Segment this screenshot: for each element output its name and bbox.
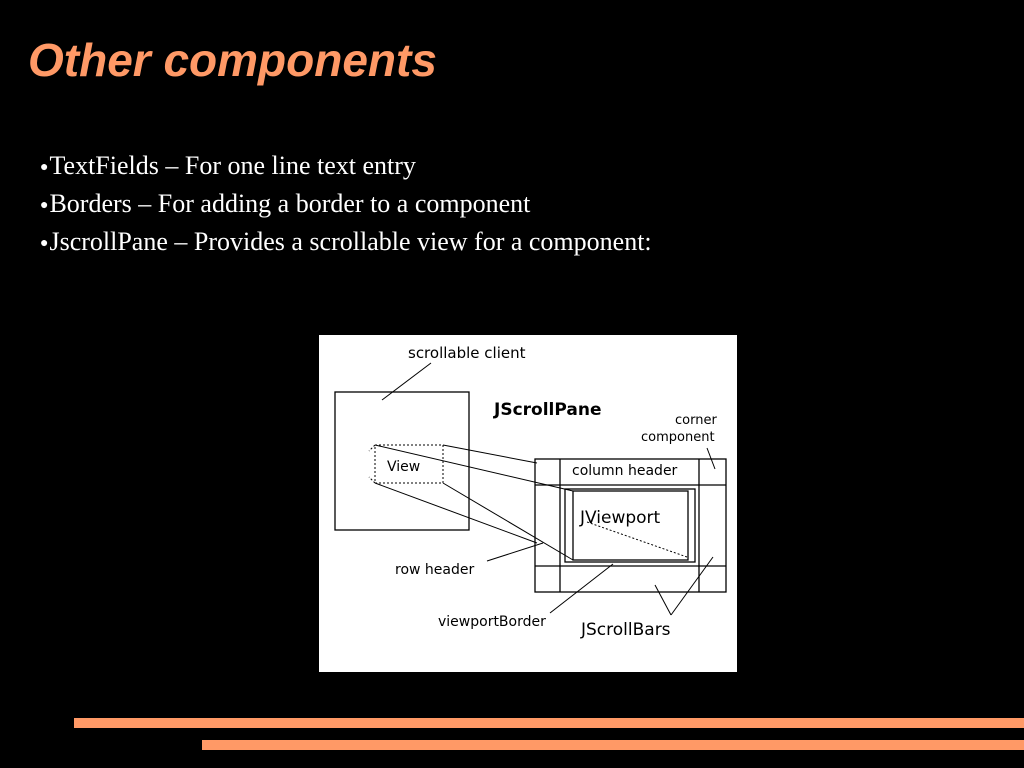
projection-line [443,483,573,560]
jscrollpane-diagram [319,335,737,672]
view-label: View [387,459,421,475]
decorative-bar-top [74,718,1024,728]
corner-component-label-1: corner [675,413,717,428]
bullet-dot-icon: ● [40,160,49,176]
bullet-item [40,224,652,262]
diagram-canvas [319,335,737,672]
bullet-item [40,186,652,224]
jscrollpane-label: JScrollPane [494,400,602,420]
bullet-text: TextFields – For one line text entry [49,151,416,180]
jviewport-label: JViewport [580,508,661,528]
jscrollbars-pointer [655,585,671,615]
bullet-dot-icon: ● [40,236,49,252]
column-header-label: column header [572,463,678,479]
bullet-list [40,148,652,262]
bullet-item [40,148,652,186]
viewport-border-label: viewportBorder [438,614,546,630]
scrollable-client-label: scrollable client [408,344,526,362]
slide-title: Other components [28,34,437,86]
row-header-label: row header [395,562,475,578]
bullet-text: JscrollPane – Provides a scrollable view for a component: [49,227,652,257]
scrollable-client-pointer [382,363,431,400]
bullet-text: Borders – For adding a border to a component [49,189,531,219]
projection-line [375,483,537,543]
jscrollbars-label: JScrollBars [581,620,671,640]
bullet-dot-icon: ● [40,198,49,214]
projection-line [443,445,537,463]
corner-component-label-2: component [641,430,715,445]
decorative-bar-bottom [202,740,1024,750]
